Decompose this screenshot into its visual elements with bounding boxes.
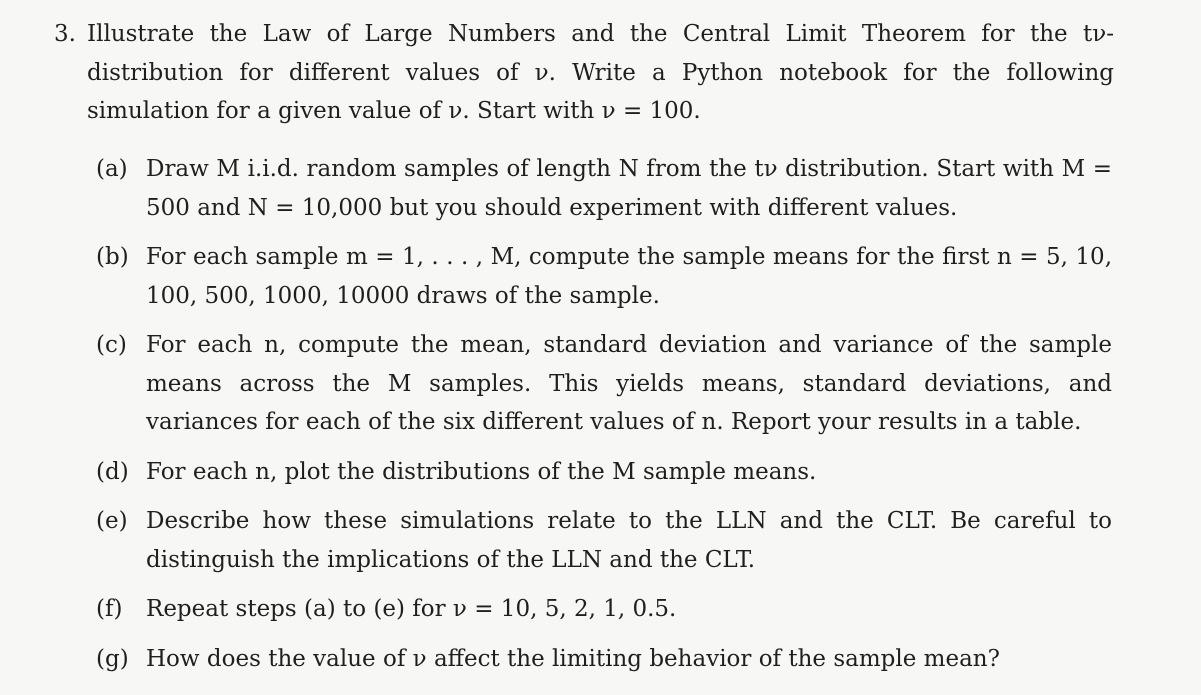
subquestion-d (96, 453, 1112, 492)
subquestion-text: Describe how these simulations relate to the LLN and the CLT. Be careful to distinguish the implications of the LLN and the CLT. (146, 508, 1112, 573)
problem-text: Illustrate the Law of Large Numbers and the Central Limit Theorem for the tν-distribution for different values of ν. Write a Python notebook for the following simulation for a given value of ν. Start with ν = 100. (87, 21, 1114, 124)
subquestion-text: For each n, compute the mean, standard deviation and variance of the sample means across the M samples. This yields means, standard deviations, and variances for each of the six different values of n. Report your results in a table. (146, 332, 1112, 435)
subquestion-e (96, 502, 1112, 579)
subquestion-f (96, 590, 1112, 629)
subquestion-label: (b) (96, 244, 129, 270)
subquestion-text: Draw M i.i.d. random samples of length N from the tν distribution. Start with M = 500 and N = 10,000 but you should experiment with different values. (146, 156, 1112, 221)
subquestion-text: For each sample m = 1, . . . , M, compute the sample means for the first n = 5, 10, 100, 500, 1000, 10000 draws of the sample. (146, 244, 1112, 309)
subquestion-text: How does the value of ν affect the limiting behavior of the sample mean? (146, 645, 1000, 672)
subquestion-b (96, 238, 1112, 315)
problem-statement (54, 15, 1114, 131)
subquestion-g (96, 640, 1112, 679)
subquestion-text: Repeat steps (a) to (e) for ν = 10, 5, 2, 1, 0.5. (146, 596, 677, 622)
problem-number: 3. (54, 21, 76, 47)
subquestion-label: (g) (96, 645, 129, 672)
subquestion-label: (a) (96, 156, 128, 182)
subquestion-label: (f) (96, 596, 123, 622)
subquestion-label: (d) (96, 458, 129, 485)
subquestion-label: (c) (96, 332, 127, 358)
subquestion-text: For each n, plot the distributions of the M sample means. (146, 458, 817, 485)
subquestion-a (96, 150, 1112, 227)
subquestion-c (96, 326, 1112, 442)
subquestion-label: (e) (96, 508, 128, 534)
subquestion-list (96, 150, 1112, 678)
